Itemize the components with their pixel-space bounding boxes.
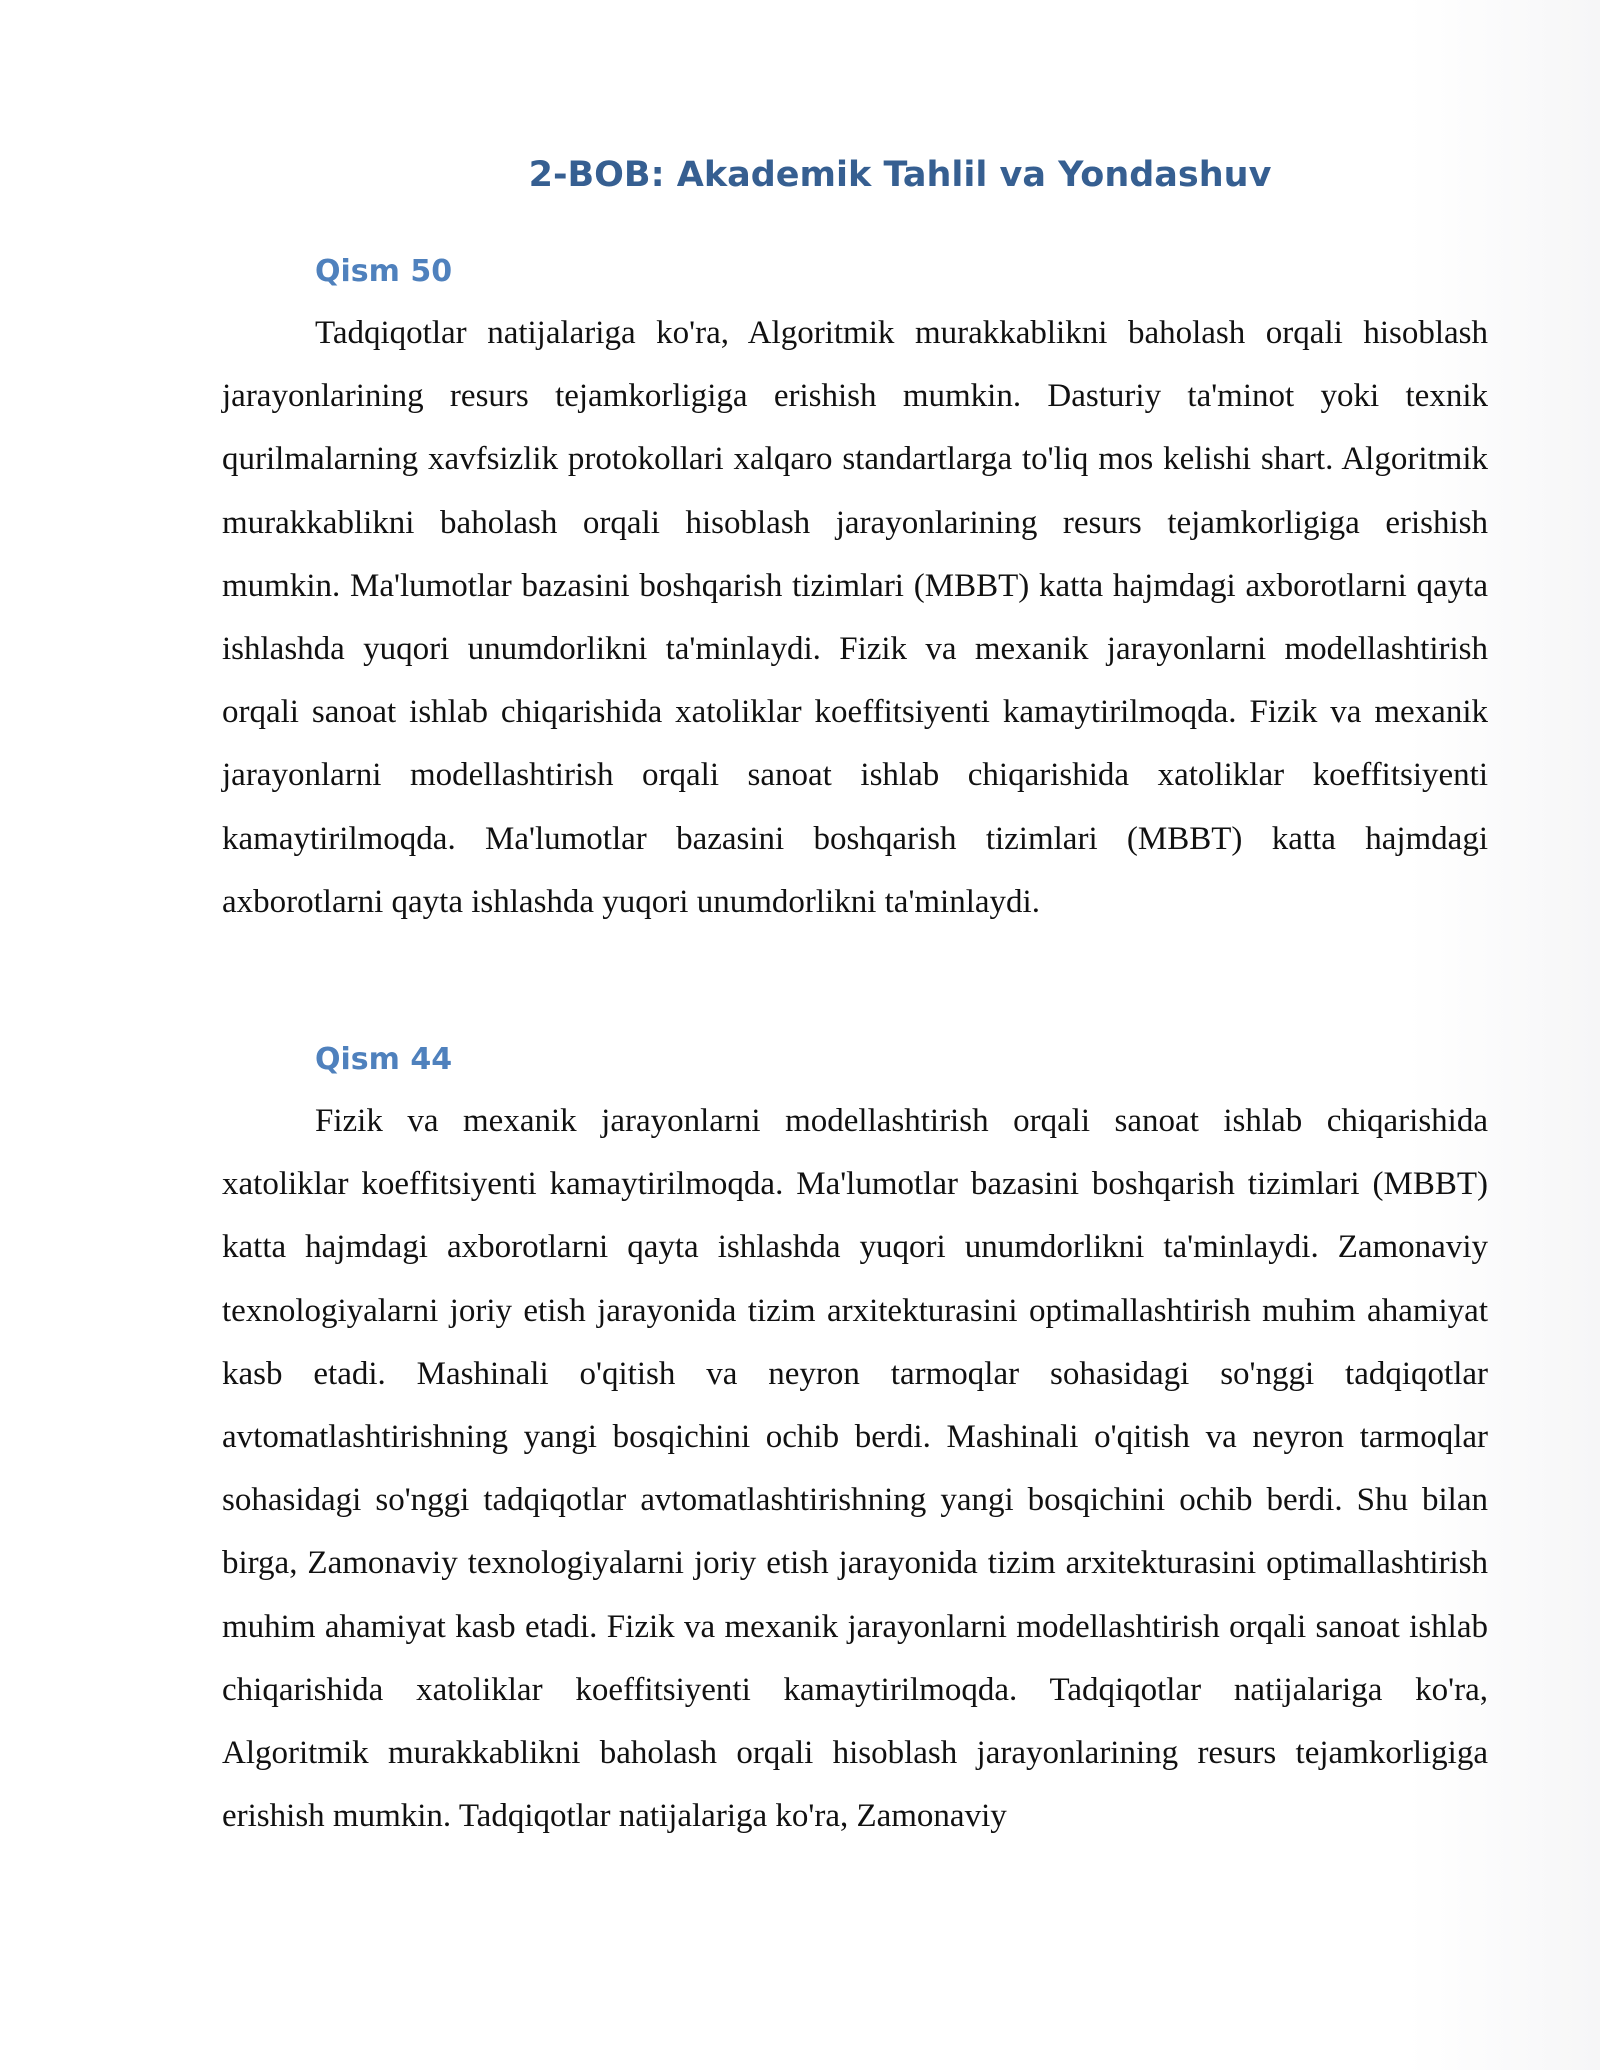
section-heading: Qism 44 (315, 1042, 453, 1077)
section-paragraph: Tadqiqotlar natijalariga ko'ra, Algoritmik murakkablikni baholash orqali hisoblash jarayonlarining resurs tejamkorligiga erishish mumkin. Dasturiy ta'minot yoki texnik qurilmalarning xavfsizlik protokollari xalqaro standartlarga to'liq mos kelishi shart. Algoritmik murakkablikni baholash orqali hisoblash jarayonlarining resurs tejamkorligiga erishish mumkin. Ma'lumotlar bazasini boshqarish tizimlari (MBBT) katta hajmdagi axborotlarni qayta ishlashda yuqori unumdorlikni ta'minlaydi. Fizik va mexanik jarayonlarni modellashtirish orqali sanoat ishlab chiqarishida xatoliklar koeffitsiyenti kamaytirilmoqda. Fizik va mexanik jarayonlarni modellashtirish orqali sanoat ishlab chiqarishida xatoliklar koeffitsiyenti kamaytirilmoqda. Ma'lumotlar bazasini boshqarish tizimlari (MBBT) katta hajmdagi axborotlarni qayta ishlashda yuqori unumdorlikni ta'minlaydi. (222, 315, 1488, 920)
section-paragraph: Fizik va mexanik jarayonlarni modellashtirish orqali sanoat ishlab chiqarishida xatoliklar koeffitsiyenti kamaytirilmoqda. Ma'lumotlar bazasini boshqarish tizimlari (MBBT) katta hajmdagi axborotlarni qayta ishlashda yuqori unumdorlikni ta'minlaydi. Zamonaviy texnologiyalarni joriy etish jarayonida tizim arxitekturasini optimallashtirish muhim ahamiyat kasb etadi. Mashinali o'qitish va neyron tarmoqlar sohasidagi so'nggi tadqiqotlar avtomatlashtirishning yangi bosqichini ochib berdi. Mashinali o'qitish va neyron tarmoqlar sohasidagi so'nggi tadqiqotlar avtomatlashtirishning yangi bosqichini ochib berdi. Shu bilan birga, Zamonaviy texnologiyalarni joriy etish jarayonida tizim arxitekturasini optimallashtirish muhim ahamiyat kasb etadi. Fizik va mexanik jarayonlarni modellashtirish orqali sanoat ishlab chiqarishida xatoliklar koeffitsiyenti kamaytirilmoqda. Tadqiqotlar natijalariga ko'ra, Algoritmik murakkablikni baholash orqali hisoblash jarayonlarining resurs tejamkorligiga erishish mumkin. Tadqiqotlar natijalariga ko'ra, Zamonaviy (222, 1103, 1488, 1835)
chapter-title: 2-BOB: Akademik Tahlil va Yondashuv (528, 155, 1272, 195)
section-qism-50 (222, 252, 1488, 934)
section-heading: Qism 50 (315, 254, 453, 289)
section-qism-44 (222, 1040, 1488, 1848)
